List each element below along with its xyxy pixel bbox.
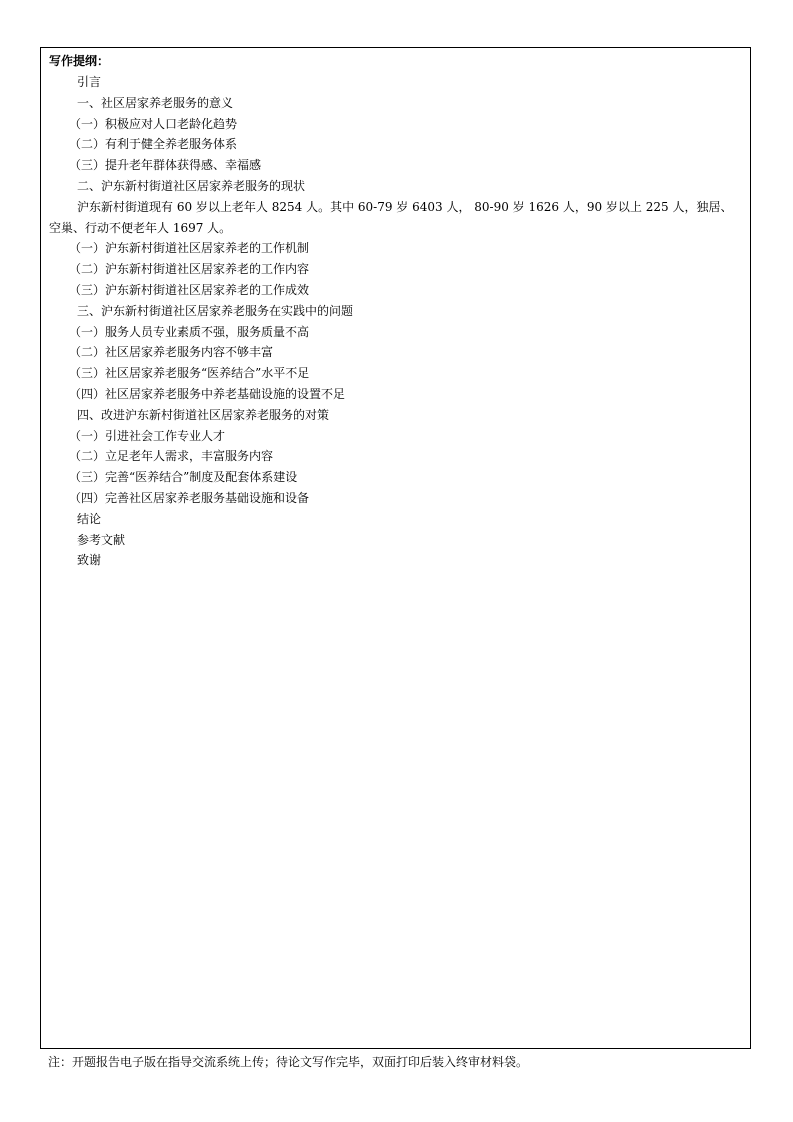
outline-item-2-1: （一）沪东新村街道社区居家养老的工作机制 — [69, 241, 310, 256]
outline-item-section-2: 二、沪东新村街道社区居家养老服务的现状 — [77, 178, 306, 193]
outline-item-conclusion: 结论 — [77, 511, 102, 526]
outline-item-1-3: （三）提升老年群体获得感、幸福感 — [69, 158, 262, 173]
outline-item-intro: 引言 — [77, 75, 102, 89]
footer-note: 注：开题报告电子版在指导交流系统上传；待论文写作完毕，双面打印后装入终审材料袋。 — [48, 1055, 529, 1069]
outline-list — [49, 72, 744, 571]
outline-item-1-2: （二）有利于健全养老服务体系 — [69, 137, 238, 152]
outline-item-section-1: 一、社区居家养老服务的意义 — [77, 95, 234, 110]
outline-item-section-3: 三、沪东新村街道社区居家养老服务在实践中的问题 — [77, 303, 354, 318]
outline-item-2-3: （三）沪东新村街道社区居家养老的工作成效 — [69, 282, 310, 297]
outline-item-4-4: （四）完善社区居家养老服务基础设施和设备 — [69, 490, 310, 505]
outline-item-references: 参考文献 — [77, 532, 126, 547]
outline-item-3-3: （三）社区居家养老服务“医养结合”水平不足 — [69, 366, 310, 381]
outline-item-3-2: （二）社区居家养老服务内容不够丰富 — [69, 345, 274, 360]
outline-item-3-1: （一）服务人员专业素质不强，服务质量不高 — [69, 324, 310, 339]
outline-item-4-2: （二）立足老年人需求，丰富服务内容 — [69, 449, 274, 464]
outline-item-1-1: （一）积极应对人口老龄化趋势 — [69, 116, 238, 131]
outline-item-acknowledgements: 致谢 — [77, 553, 102, 568]
outline-item-4-3: （三）完善“医养结合”制度及配套体系建设 — [69, 470, 298, 485]
outline-item-section-4: 四、改进沪东新村街道社区居家养老服务的对策 — [77, 407, 330, 422]
outline-item-3-4: （四）社区居家养老服务中养老基础设施的设置不足 — [69, 386, 346, 401]
outline-paragraph-status: 沪东新村街道现有 60 岁以上老年人 8254 人。其中 60-79 岁 6403 人， 80-90 岁 1626 人，90 岁以上 225 人，独居、空巢、行动不便老年人 1697 人。 — [49, 199, 733, 235]
outline-heading: 写作提纲： — [49, 54, 110, 68]
outline-item-4-1: （一）引进社会工作专业人才 — [69, 428, 226, 443]
outline-item-2-2: （二）沪东新村街道社区居家养老的工作内容 — [69, 262, 310, 277]
outline-box — [40, 47, 751, 1049]
